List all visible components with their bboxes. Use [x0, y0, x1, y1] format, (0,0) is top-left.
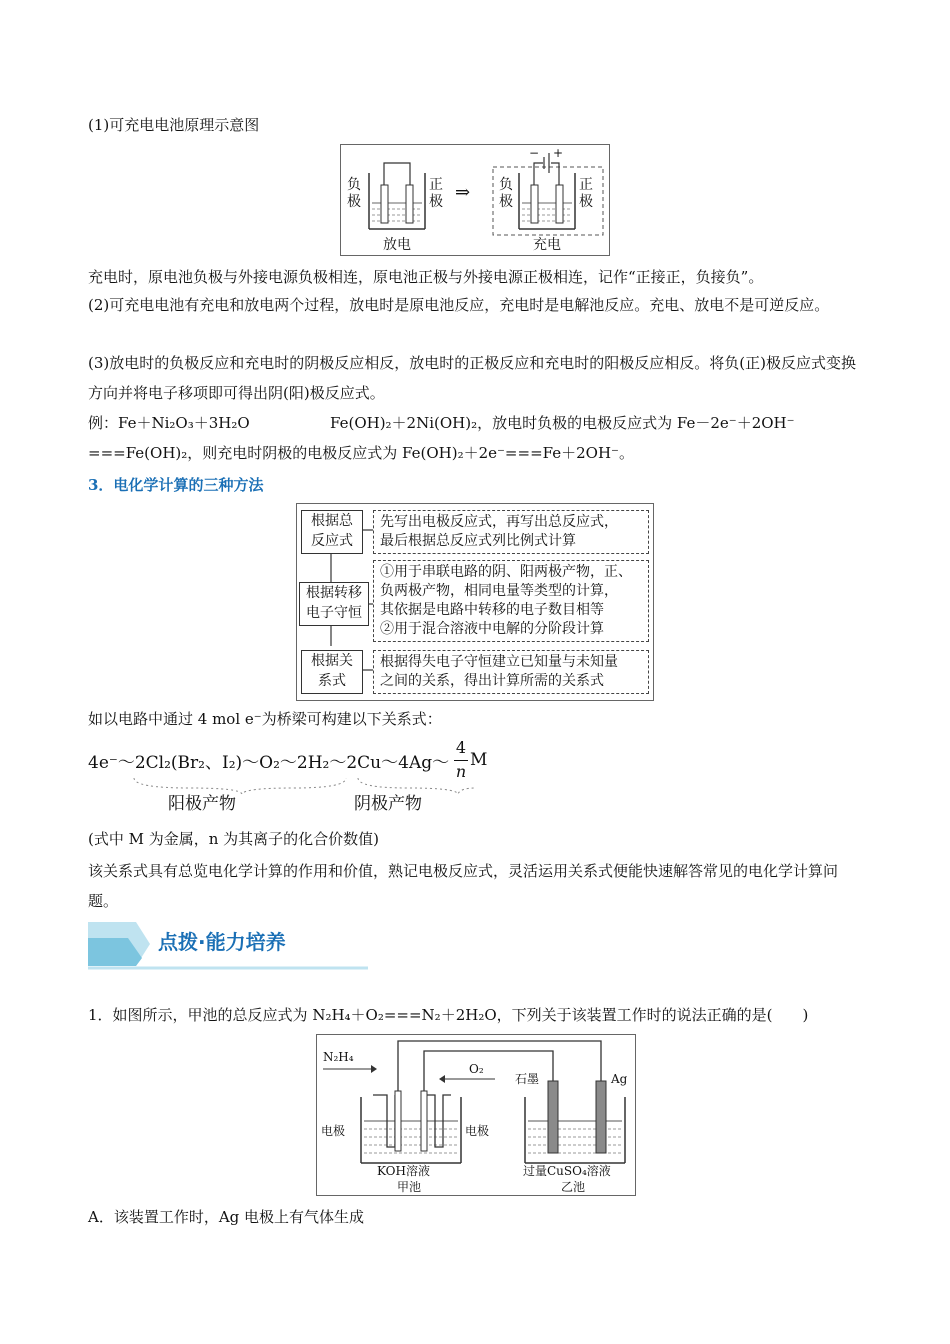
transition-arrow: ⇒ — [455, 182, 471, 203]
fraction-denominator: n — [455, 762, 467, 781]
method-text-electron-conservation — [373, 560, 649, 642]
fraction-tail: M — [470, 750, 488, 770]
battery-diagram — [340, 144, 610, 256]
cathode-product-label: 阴极产物 — [354, 794, 422, 814]
method-label-relation: 根据关 系式 — [301, 650, 363, 694]
cell-b-label: 乙池 — [561, 1180, 586, 1194]
method-text-relation — [373, 650, 649, 694]
option-a: A．该装置工作时，Ag 电极上有气体生成 — [88, 1208, 365, 1226]
pos-label-charge: 正 极 — [579, 177, 593, 210]
n2h4-label: N₂H₄ — [323, 1050, 354, 1064]
right-electrode-label: 电极 — [465, 1124, 490, 1138]
ag-electrode-label: Ag — [611, 1072, 628, 1086]
paragraph-reverse-reaction: (3)放电时的负极反应和充电时的阴极反应相反，放电时的正极反应和充电时的阳极反应相反。将负(正)极反应式变换方向并将电子移项即可得出阴(阳)极反应式。 — [88, 354, 856, 402]
product-brackets — [130, 776, 480, 796]
method-label-electron-conservation: 根据转移 电子守恒 — [299, 582, 369, 626]
section3-heading: 3．电化学计算的三种方法 — [88, 476, 264, 494]
plus-sign: + — [553, 146, 564, 160]
charge-beaker — [519, 153, 575, 229]
example-products: Fe(OH)₂＋2Ni(OH)₂，放电时负极的电极反应式为 Fe－2e⁻＋2OH⁻ — [330, 414, 795, 432]
method-text-electron-conservation-content: ①用于串联电路的阴、阳两极产物，正、 负两极产物，相同电量等类型的计算， 其依据是电路中转移的电子数目相等 ②用于混合溶液中电解的分阶段计算 — [380, 564, 632, 637]
paragraph-two-processes: (2)可充电电池有充电和放电两个过程，放电时是原电池反应，充电时是电解池反应。充电、放电不是可逆反应。 — [88, 296, 830, 314]
example-continuation: ===Fe(OH)₂，则充电时阴极的电极反应式为 Fe(OH)₂＋2e⁻===Fe＋2OH⁻。 — [88, 444, 634, 462]
o2-label: O₂ — [469, 1062, 484, 1076]
cell-a-label: 甲池 — [397, 1180, 422, 1194]
koh-solution-label: KOH溶液 — [377, 1164, 430, 1178]
method-text-relation-content: 根据得失电子守恒建立已知量与未知量 之间的关系，得出计算所需的关系式 — [380, 654, 618, 689]
cuso4-solution-label: 过量CuSO₄溶液 — [523, 1164, 611, 1178]
banner-title: 点拨·能力培养 — [158, 930, 286, 954]
discharge-beaker — [369, 163, 425, 229]
neg-label-discharge: 负 极 — [347, 177, 361, 210]
paragraph-charging-rule: 充电时，原电池负极与外接电源负极相连，原电池正极与外接电源正极相连，记作“正接正，负接负”。 — [88, 268, 764, 286]
relation-summary: 该关系式具有总览电化学计算的作用和价值，熟记电极反应式，灵活运用关系式便能快速解答常见的电化学计算问题。 — [88, 862, 839, 910]
charge-caption: 充电 — [533, 237, 561, 253]
graphite-label: 石墨 — [515, 1072, 540, 1086]
method-text-total-reaction-content: 先写出电极反应式，再写出总反应式， 最后根据总反应式列比例式计算 — [380, 514, 618, 549]
left-electrode-label: 电极 — [321, 1124, 346, 1138]
example-reactants: 例：Fe＋Ni₂O₃＋3H₂O — [88, 414, 250, 432]
fraction-bar — [454, 760, 468, 761]
battery-diagram-svg — [341, 145, 609, 255]
method-text-total-reaction — [373, 510, 649, 554]
relation-intro: 如以电路中通过 4 mol e⁻为桥梁可构建以下关系式： — [88, 710, 442, 728]
fraction-numerator: 4 — [455, 738, 467, 757]
anode-product-label: 阳极产物 — [168, 794, 236, 814]
relation-formula: 4e⁻～2Cl₂(Br₂、I₂)～O₂～2H₂～2Cu～4Ag～ — [88, 753, 450, 773]
neg-label-charge: 负 极 — [499, 177, 513, 210]
question1-stem: 1．如图所示，甲池的总反应式为 N₂H₄＋O₂===N₂＋2H₂O，下列关于该装置工作时的说法正确的是( ) — [88, 1006, 809, 1024]
discharge-caption: 放电 — [383, 237, 411, 253]
minus-sign: − — [529, 146, 540, 160]
methods-diagram — [296, 503, 654, 701]
pos-label-discharge: 正 极 — [429, 177, 443, 210]
section1-heading: (1)可充电电池原理示意图 — [88, 116, 260, 134]
formula-note: (式中 M 为金属，n 为其离子的化合价数值) — [88, 830, 380, 848]
method-label-total-reaction: 根据总 反应式 — [301, 510, 363, 554]
cell-diagram — [316, 1034, 636, 1196]
